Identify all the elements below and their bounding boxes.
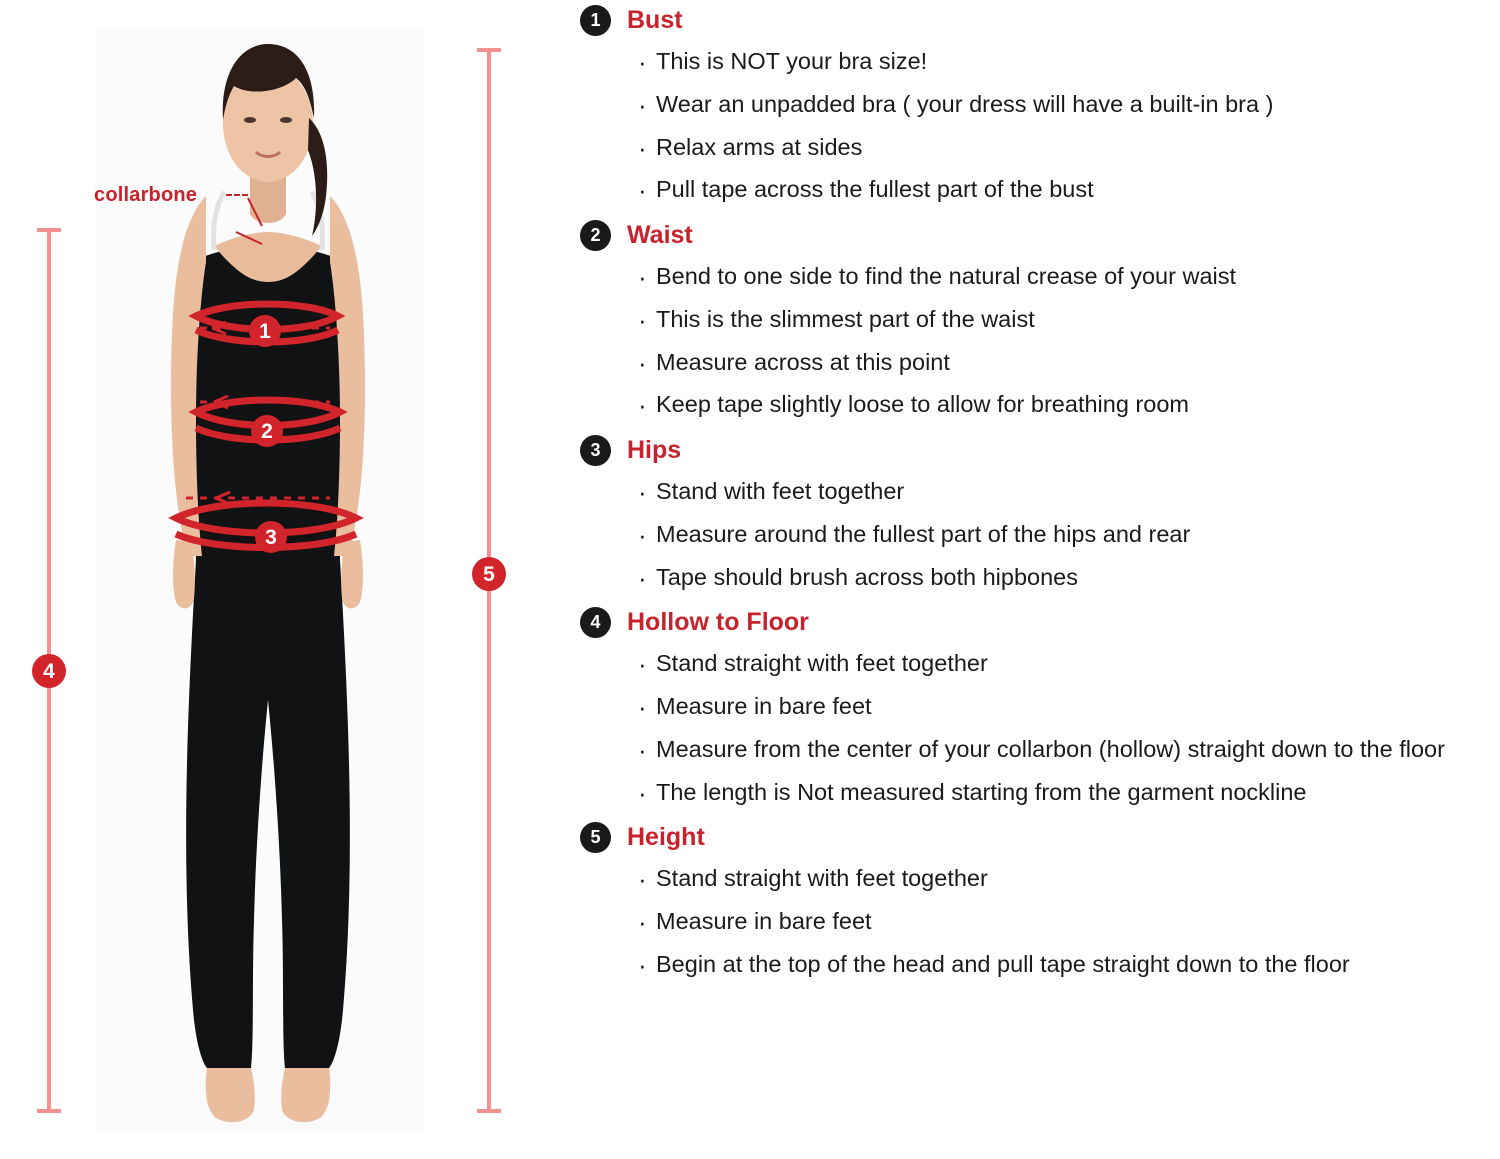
list-item: · Tape should brush across both hipbones [638, 556, 1500, 599]
section-number-badge: 1 [580, 5, 611, 36]
section-number-badge: 4 [580, 607, 611, 638]
section-height [580, 819, 1500, 985]
list-item: · Measure in bare feet [638, 900, 1500, 943]
list-item: · Keep tape slightly loose to allow for breathing room [638, 383, 1500, 426]
marker-badge-waist: 2 [251, 415, 283, 447]
section-title: Hips [627, 435, 682, 464]
list-item: · Measure from the center of your collarbon (hollow) straight down to the floor [638, 728, 1500, 771]
list-item: · Stand straight with feet together [638, 857, 1500, 900]
bullet-list [580, 255, 1500, 426]
rule-cap-bottom [477, 1109, 501, 1113]
list-item: · Relax arms at sides [638, 126, 1500, 169]
section-number-badge: 3 [580, 435, 611, 466]
marker-badge-hips: 3 [255, 521, 287, 553]
list-item: · Bend to one side to find the natural crease of your waist [638, 255, 1500, 298]
rule-cap-bottom [37, 1109, 61, 1113]
section-header [580, 2, 1500, 38]
list-item: · Stand straight with feet together [638, 642, 1500, 685]
list-item: · Measure in bare feet [638, 685, 1500, 728]
rule-cap-top [37, 228, 61, 232]
section-header [580, 819, 1500, 855]
list-item: · Stand with feet together [638, 470, 1500, 513]
bullet-list [580, 470, 1500, 598]
section-title: Waist [627, 220, 693, 249]
section-header [580, 432, 1500, 468]
section-title: Bust [627, 5, 683, 34]
section-number-badge: 2 [580, 220, 611, 251]
section-hollow-to-floor [580, 604, 1500, 813]
list-item: · Pull tape across the fullest part of the bust [638, 168, 1500, 211]
marker-badge-height: 5 [472, 557, 506, 591]
section-hips [580, 432, 1500, 598]
section-bust [580, 2, 1500, 211]
list-item: · Begin at the top of the head and pull tape straight down to the floor [638, 943, 1500, 986]
instructions-panel [580, 0, 1500, 1159]
section-title: Hollow to Floor [627, 607, 809, 636]
section-header [580, 604, 1500, 640]
rule-cap-top [477, 48, 501, 52]
bullet-list [580, 642, 1500, 813]
list-item: · The length is Not measured starting from the garment nockline [638, 771, 1500, 814]
section-number-badge: 5 [580, 822, 611, 853]
section-waist [580, 217, 1500, 426]
bullet-list [580, 857, 1500, 985]
list-item: · This is the slimmest part of the waist [638, 298, 1500, 341]
section-title: Height [627, 822, 705, 851]
bullet-list [580, 40, 1500, 211]
marker-badge-bust: 1 [249, 315, 281, 347]
section-header [580, 217, 1500, 253]
measurement-illustration [0, 0, 560, 1159]
list-item: · Measure around the fullest part of the hips and rear [638, 513, 1500, 556]
list-item: · This is NOT your bra size! [638, 40, 1500, 83]
collarbone-label: collarbone [94, 184, 198, 206]
collarbone-leader-line [226, 194, 248, 198]
list-item: · Measure across at this point [638, 341, 1500, 384]
marker-badge-hollow-to-floor: 4 [32, 654, 66, 688]
list-item: · Wear an unpadded bra ( your dress will have a built-in bra ) [638, 83, 1500, 126]
